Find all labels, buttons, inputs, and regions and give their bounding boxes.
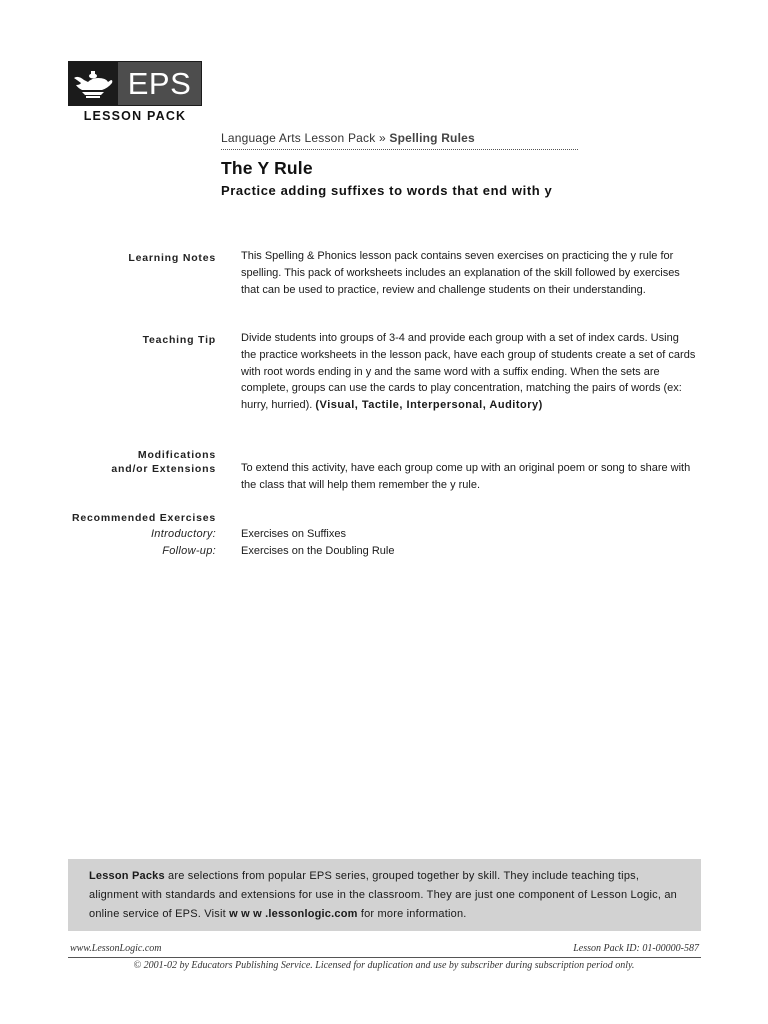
introductory-exercise: Exercises on Suffixes — [241, 528, 346, 540]
lesson-packs-term: Lesson Packs — [89, 870, 165, 882]
page-title: The Y Rule — [221, 158, 313, 178]
teaching-tip-body: Divide students into groups of 3-4 and provide each group with a set of index cards. Using the practice worksheets in the lesson pack, have each group of students create a set of cards with root words ending in y and the same word with a suffix ending. When the sets are complete, groups can use the cards to play concentration, matching the pairs of words (ex: hurry, hurried). — [241, 332, 696, 412]
recommended-exercises-label: Recommended Exercises — [71, 512, 216, 524]
modifications-text: To extend this activity, have each group come up with an original poem or song to share with the class that will help them remember the y rule. — [241, 462, 691, 491]
lesson-packs-info-box — [68, 859, 701, 931]
followup-exercise: Exercises on the Doubling Rule — [241, 545, 395, 557]
lamp-icon — [68, 61, 117, 106]
teaching-tip-modalities: (Visual, Tactile, Interpersonal, Auditory) — [315, 399, 543, 412]
introductory-label: Introductory: — [150, 528, 216, 540]
eps-logo — [68, 61, 202, 106]
teaching-tip-text — [241, 330, 696, 414]
footer-site: www.LessonLogic.com — [70, 943, 162, 954]
breadcrumb-current: Spelling Rules — [389, 131, 475, 145]
page-subtitle: Practice adding suffixes to words that end with y — [221, 183, 553, 198]
learning-notes-text: This Spelling & Phonics lesson pack contains seven exercises on practicing the y rule for spelling. This pack of worksheets includes an explanation of the skill followed by exercises that can be used to practice, review and challenge students on their understanding. — [241, 250, 680, 296]
logo-caption: LESSON PACK — [83, 109, 187, 123]
breadcrumb-parent: Language Arts Lesson Pack — [221, 131, 376, 145]
lesson-packs-description-end: for more information. — [357, 908, 467, 920]
breadcrumb — [221, 131, 475, 145]
modifications-label — [111, 448, 216, 476]
modifications-label-line1: Modifications — [137, 449, 216, 461]
copyright-notice: © 2001-02 by Educators Publishing Service. Licensed for duplication and use by subscriber during subscription period only. — [133, 960, 635, 971]
learning-notes-label: Learning Notes — [128, 252, 216, 264]
dotted-divider — [221, 149, 578, 150]
teaching-tip-label: Teaching Tip — [142, 334, 216, 346]
lesson-packs-description: are selections from popular EPS series, grouped together by skill. They include teaching tips, alignment with standards and extensions for use in the classroom. They are just one component of Lesson Logic, an online service of EPS. Visit — [89, 870, 678, 920]
breadcrumb-separator: » — [375, 131, 390, 145]
lessonlogic-link[interactable]: w w w .lessonlogic.com — [229, 908, 358, 920]
footer-rule — [68, 957, 701, 958]
followup-label: Follow-up: — [162, 545, 216, 557]
footer-pack-id: Lesson Pack ID: 01-00000-587 — [573, 943, 699, 954]
modifications-label-line2: and/or Extensions — [111, 463, 216, 475]
eps-wordmark: EPS — [117, 61, 202, 106]
